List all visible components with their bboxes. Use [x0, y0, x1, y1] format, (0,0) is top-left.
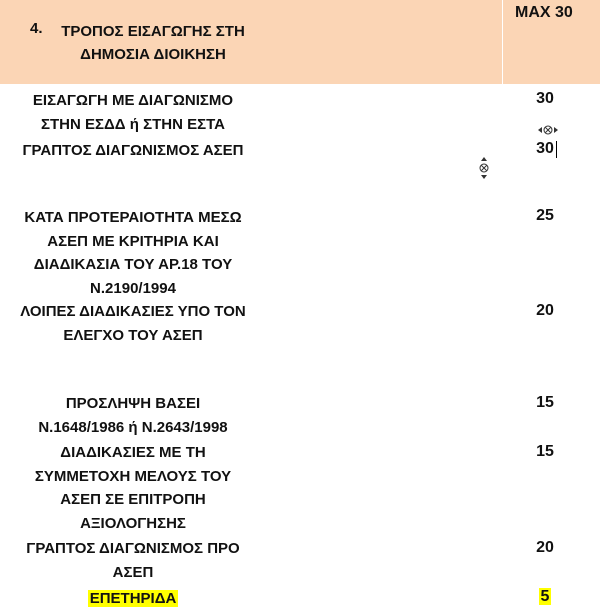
row-label-line: ΕΙΣΑΓΩΓΗ ΜΕ ΔΙΑΓΩΝΙΣΜΟ	[32, 92, 234, 109]
row-label-line: ΑΞΙΟΛΟΓΗΣΗΣ	[80, 514, 186, 532]
row-value-pre-asep[interactable]: 20	[536, 539, 554, 556]
row-label-line: ΕΠΕΤΗΡΙΔΑ	[89, 590, 177, 607]
row-label-other-procedures[interactable]	[0, 300, 266, 347]
section-title-line: ΔΗΜΟΣΙΑ ΔΙΟΙΚΗΣΗ	[80, 46, 226, 63]
horizontal-resize-handle-icon[interactable]	[538, 124, 558, 136]
row-label-line: Ν.2190/1994	[90, 279, 176, 297]
row-value-text: 5	[540, 588, 550, 605]
row-label-line: ΓΡΑΠΤΟΣ ΔΙΑΓΩΝΙΣΜΟΣ ΑΣΕΠ	[22, 142, 244, 159]
row-label-line: Ν.1648/1986 ή Ν.2643/1998	[38, 418, 228, 436]
row-value-hiring-law[interactable]: 15	[536, 394, 554, 411]
row-value-epetirida[interactable]	[520, 588, 570, 606]
row-value-esdd[interactable]: 30	[536, 90, 554, 107]
row-label-line: ΔΙΑΔΙΚΑΣΙΕΣ ΜΕ ΤΗ	[60, 444, 206, 461]
row-label-line: ΑΣΕΠ ΜΕ ΚΡΙΤΗΡΙΑ ΚΑΙ	[47, 232, 219, 250]
row-label-line: ΕΛΕΓΧΟ ΤΟΥ ΑΣΕΠ	[63, 326, 203, 344]
row-label-esdd[interactable]	[0, 89, 266, 136]
table-header	[0, 0, 600, 84]
row-label-line: ΠΡΟΣΛΗΨΗ ΒΑΣΕΙ	[65, 395, 201, 412]
section-title	[53, 20, 253, 66]
row-label-line: ΑΣΕΠ	[112, 563, 154, 581]
row-label-line: ΚΑΤΑ ΠΡΟΤΕΡΑΙΟΤΗΤΑ ΜΕΣΩ	[24, 209, 242, 226]
section-number: 4.	[30, 20, 43, 37]
vertical-resize-handle-icon[interactable]	[478, 157, 490, 179]
row-label-line: ΑΣΕΠ ΣΕ ΕΠΙΤΡΟΠΗ	[60, 491, 206, 508]
row-label-written-asep[interactable]	[0, 139, 266, 163]
row-label-epetirida[interactable]	[0, 587, 266, 611]
max-score-label: MAX 30	[515, 4, 573, 21]
row-value-written-asep[interactable]: 30	[536, 140, 554, 157]
row-label-line: ΣΥΜΜΕΤΟΧΗ ΜΕΛΟΥΣ ΤΟΥ	[34, 467, 232, 485]
row-label-hiring-law[interactable]	[0, 392, 266, 439]
row-label-pre-asep[interactable]	[0, 537, 266, 584]
section-title-line: ΤΡΟΠΟΣ ΕΙΣΑΓΩΓΗΣ ΣΤΗ	[61, 23, 245, 40]
row-value-committee[interactable]: 15	[536, 443, 554, 460]
row-value-priority-asep[interactable]: 25	[536, 207, 554, 224]
row-label-line: ΛΟΙΠΕΣ ΔΙΑΔΙΚΑΣΙΕΣ ΥΠΟ ΤΟΝ	[20, 303, 246, 320]
row-label-line: ΔΙΑΔΙΚΑΣΙΑ ΤΟΥ ΑΡ.18 ΤΟΥ	[33, 256, 233, 273]
row-label-priority-asep[interactable]	[0, 206, 266, 300]
row-label-line: ΣΤΗΝ ΕΣΔΔ ή ΣΤΗΝ ΕΣΤΑ	[41, 115, 225, 133]
row-label-line: ΓΡΑΠΤΟΣ ΔΙΑΓΩΝΙΣΜΟΣ ΠΡΟ	[26, 540, 240, 557]
row-label-committee[interactable]	[0, 441, 266, 535]
row-value-other-procedures[interactable]: 20	[536, 302, 554, 319]
text-cursor	[556, 141, 557, 158]
header-divider	[502, 0, 503, 84]
